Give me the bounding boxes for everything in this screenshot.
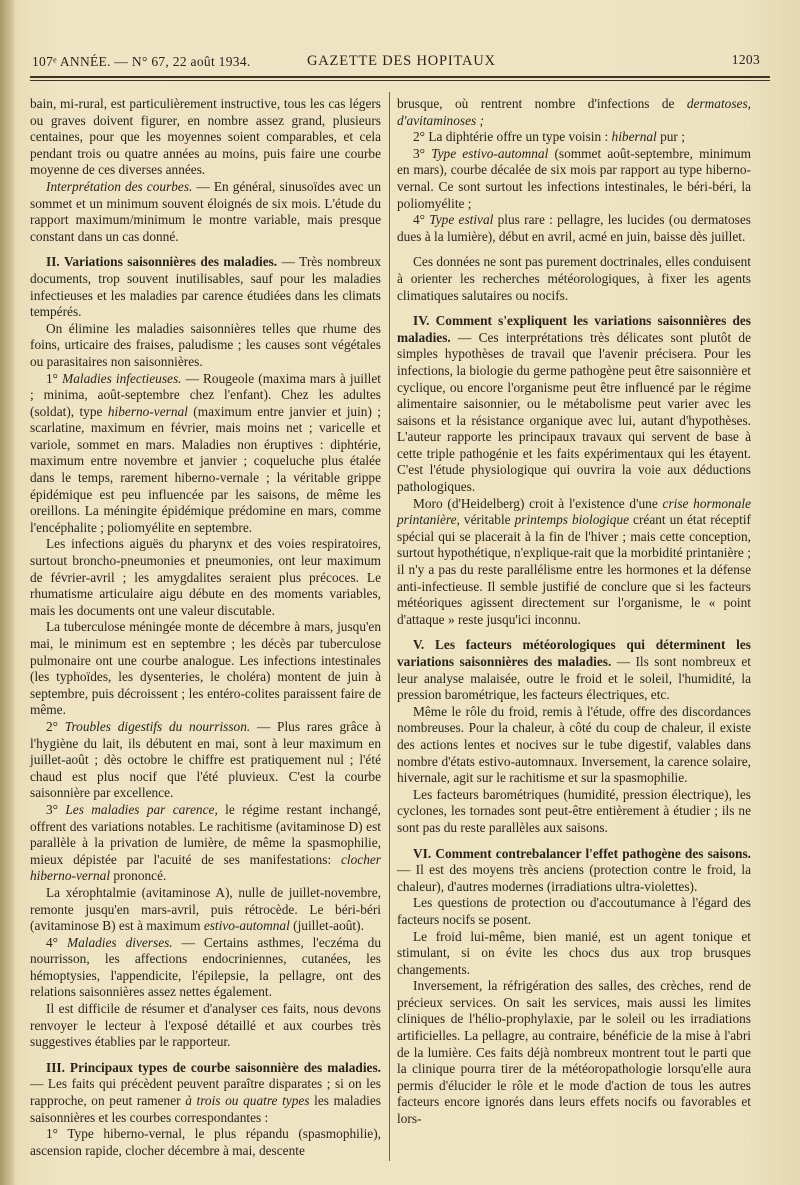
paragraph: 1° Type hiberno-vernal, le plus répandu (spasmophilie), ascension rapide, clocher décembre à mai, descente [30,1126,381,1158]
paragraph: bain, mi-rural, est particulièrement instructive, tous les cas légers ou graves doivent figurer, en nombre assez grand, plusieurs centaines, pour que les moyennes soient comparables, et cela pendant trois ou quatre années au moins, puis faire une courbe moyenne de ces diverses années. [30,96,381,178]
paragraph [397,496,751,629]
paragraph: Le froid lui-même, bien manié, est un agent tonique et stimulant, si on évite les chocs dus aux trop brusques changements. [397,928,751,977]
italic-term: crise hormonale printanière, [397,495,752,528]
paragraph [30,885,381,935]
paragraph-text: — En général, sinusoïdes avec un sommet et un minimum souvent éloignés de six mois. L'étude du rapport maximum/minimum le montre variable, mais presque constant dans un cas donné. [30,178,381,244]
header-rule [30,76,770,78]
italic-term: à trois ou quatre types [185,1093,310,1109]
paragraph-text: — Certains asthmes, l'eczéma du nourrisson, les affections endocriniennes, cutanées, les hémoptysies, l'appendicite, l'épilepsie, la pellagre, ont des relations saisonnières assez nettes également. [30,934,382,1000]
section-heading-v [397,637,751,703]
italic-term: hibernal [611,129,657,145]
paragraph-text: La xérophtalmie (avitaminose A), nulle de juillet-novembre, remonte jusqu'en mars-avril, puis rétrocède. Le béri-béri (avitaminose B) est à maximum [30,884,381,934]
section-title: IV. Comment s'expliquent les variations saisonnières des maladies. [397,313,751,345]
paragraph-text: — Rougeole (maxima mars à juillet ; minima, août-septembre chez l'enfant). Chez les adultes (soldat), type [30,370,381,419]
paragraph-text: pur ; [656,129,685,145]
paragraph-text: (juillet-août). [289,918,364,934]
paragraph [30,802,381,885]
section-text: — Ces interprétations très délicates sont plutôt de simples hypothèses de travail que l'avenir précisera. Pour les infections, la biologie du germe pathogène peut être saisonnière et cyclique, ou encore l'organisme peut être influencé par le régime alimentaire saisonnier, ou le métabolisme peut varier avec les saisons et la résistance organique avec lui, autant d'hypothèses. L'auteur rapporte les principaux travaux qui servent de base à cette triple pathogénie et les faits expérimentaux qui les étayent. C'est l'étude physiologique qui ouvrira la voie aux déductions pathologiques. [397,329,751,495]
section-title: II. Variations saisonnières des maladies. [46,254,278,270]
paragraph-text: véritable [459,512,515,528]
item-number: 3° [413,145,432,161]
paragraph: Inversement, la réfrigération des salles, des crèches, rend de précieux services. On sait les services, mais aussi les limites cliniques de l'hélio-prophylaxie, par le soleil ou les irradiations artificielles. La pellagre, au contraire, bénéficie de la mise à l'abri de la lumière. Ces faits déjà nombreux montrent tout le parti que la clinique pourra tirer de la météoropathologie lorsqu'elle aura permis d'élucider le rôle et le mode d'action de tous les autres facteurs encore ignorés dans leurs effets nocifs ou favorables et lors- [397,978,751,1127]
italic-term: Type estival [429,212,494,228]
italic-term: Type estivo-automnal [431,145,549,161]
page-header [32,50,760,74]
header-rule-thin [30,80,770,81]
paragraph [30,179,381,245]
italic-term: dermatoses, d'avitaminoses ; [397,96,751,128]
paragraph-text: le régime restant inchangé, offrent des variations notables. Le rachitisme (avitaminose D) est parallèle à la privation de lumière, de même la spasmophilie, mieux dépistée par l'acuité de ses manifestations: [30,801,381,867]
journal-title: GAZETTE DES HOPITAUX [307,53,496,69]
issue-info: 107ᵉ ANNÉE. — N° 67, 22 août 1934. [32,54,251,69]
page-edge-shadow [0,0,14,1185]
italic-term: hiberno-vernal [107,403,188,419]
section-heading-iii [30,1060,381,1126]
section-text: — Les faits qui précèdent peuvent paraître disparates ; si on les rapproche, on peut ramener [30,1076,381,1109]
paragraph: On élimine les maladies saisonnières telles que rhume des foins, urticaire des fraises, paludisme ; les causes sont végétales ou parasitaires non saisonnières. [30,320,381,369]
subheading: Maladies diverses. [66,934,173,950]
paragraph: Les questions de protection ou d'accoutumance à l'égard des facteurs nocifs se posent. [397,895,751,927]
section-title: V. Les facteurs météorologiques qui déterminent les variations saisonnières des maladies. [397,637,751,669]
section-title: VI. Comment contrebalancer l'effet pathogène des saisons. [413,845,751,861]
paragraph: La tuberculose méningée monte de décembre à mars, jusqu'en mai, le minimum est en septembre ; les décès par tuberculose pulmonaire ont une courbe analogue. Les infections intestinales (les typhoïdes, les dysenteries, le choléra) montent de juin à septembre, puis décroissent ; les entéro-colites paraissent faire de même. [30,619,381,718]
section-heading-ii [30,254,381,320]
section-heading-vi [397,846,751,896]
item-number: 4° [46,934,67,950]
item-number: 4° [413,212,430,228]
paragraph-text: (sommet août-septembre, minimum en mars), courbe décalée de six mois par rapport au type hiberno-vernal. Ce sont surtout les infections intestinales, le béri-béri, la poliomyélite ; [397,145,751,211]
page-number: 1203 [731,52,760,67]
item-number: 1° [46,370,63,386]
left-column [30,96,381,1159]
paragraph: Ces données ne sont pas purement doctrinales, elles conduisent à orienter les recherches météorologiques, à fixer les agents climatiques salutaires ou nocifs. [397,254,751,303]
section-title: III. Principaux types de courbe saisonnière des maladies. [46,1059,381,1075]
section-text: les maladies saisonnières et les courbes correspondantes : [30,1093,381,1125]
section-heading-iv [397,313,751,496]
section-text: — Ils sont nombreux et leur analyse malaisée, outre le froid et le soleil, l'humidité, la pression barométrique, les facteurs électriques, etc. [397,654,751,703]
paragraph [397,96,751,129]
paragraph-text: brusque, où rentrent nombre d'infections de [397,96,687,111]
column-divider [389,92,390,1161]
paragraph-text: prononcé. [110,868,167,884]
section-text: — Il est des moyens très anciens (protection contre le froid, la chaleur), d'autres modernes (irradiations ultra-violettes). [397,862,751,894]
paragraph [397,146,751,212]
paragraph [30,371,381,537]
paragraph: Il est difficile de résumer et d'analyser ces faits, nous devons renvoyer le lecteur à l'exposé détaillé et aux courbes très suggestives établies par le rapporteur. [30,1001,381,1050]
italic-term: clocher hiberno-vernal [30,851,381,884]
italic-term: printemps biologique [514,512,630,528]
section-text: — Très nombreux documents, trop souvent inutilisables, sauf pour les maladies infectieuses et les maladies par carence étudiées dans les climats tempérés. [30,254,381,320]
paragraph: Même le rôle du froid, remis à l'étude, offre des discordances nombreuses. Pour la chaleur, à côté du coup de chaleur, il existe des actions lentes et nocives sur le tube digestif, valables dans nombre d'états estivo-automnaux. Inversement, la carence solaire, hivernale, agit sur le rachitisme et sur la spasmophilie. [397,703,751,786]
paragraph-text: 2° La diphtérie offre un type voisin : [413,129,612,145]
paragraph-text: (maximum entre janvier et juin) ; scarlatine, maximum en février, mais moins net ; varicelle et variole, sommet en mars. Maladies non éruptives : diphtérie, maximum entre novembre et janvier ; coqueluche plus étalée dans le temps, rarement hiberno-vernale ; la véritable grippe épidémique est peu influencée par les saisons, de même les oreillons. La méningite épidémique prédomine en mars, comme l'encéphalite ; poliomyélite en septembre. [30,403,381,535]
paragraph [30,719,381,802]
subheading: Maladies infectieuses. [62,370,182,386]
paragraph-text: créant un état réceptif spécial qui se placerait à la fin de l'hiver ; mais cette conception, surtout hypothétique, n'explique-rait que la morbidité printanière ; il n'y a pas du reste parallélisme entre les hormones et la défense anti-infectieuse. Il semble justifié de conclure que si les facteurs météoriques agissent directement sur l'organisme, le « point d'attaque » reste jusqu'ici inconnu. [397,512,751,627]
paragraph [397,129,751,146]
item-number: 3° [46,801,66,817]
subheading: Interprétation des courbes. [46,178,193,194]
paragraph [30,935,381,1001]
paragraph: Les infections aiguës du pharynx et des voies respiratoires, surtout broncho-pneumonies et pneumonies, ont leur maximum de février-avril ; les amygdalites seraient plus précoces. Le rhumatisme articulaire aigu débute en des moments variables, mais les documents ont une valeur discutable. [30,536,381,618]
subheading: Troubles digestifs du nourrisson. [64,718,251,734]
italic-term: estivo-automnal [203,918,290,934]
item-number: 2° [46,718,65,734]
subheading: Les maladies par carence, [65,801,218,817]
paragraph: Les facteurs barométriques (humidité, pression électrique), les cyclones, les tornades sont peut-être entièrement à étudier ; ils ne sont pas du reste parallèles aux saisons. [397,786,751,835]
paragraph-text: — Plus rares grâce à l'hygiène du lait, ils débutent en mai, sont à leur maximum en juillet-août ; dès octobre le chiffre est pratiquement nul ; l'été chaud est plus nocif que l'été pluvieux. C'est la courbe saisonnière par excellence. [30,718,381,801]
right-column [397,96,751,1128]
paragraph-text: plus rare : pellagre, les lucides (ou dermatoses dues à la lumière), début en avril, acmé en juin, baisse dès juillet. [397,212,751,244]
paragraph [397,212,751,245]
paragraph-text: Moro (d'Heidelberg) croit à l'existence d'une [413,495,663,511]
